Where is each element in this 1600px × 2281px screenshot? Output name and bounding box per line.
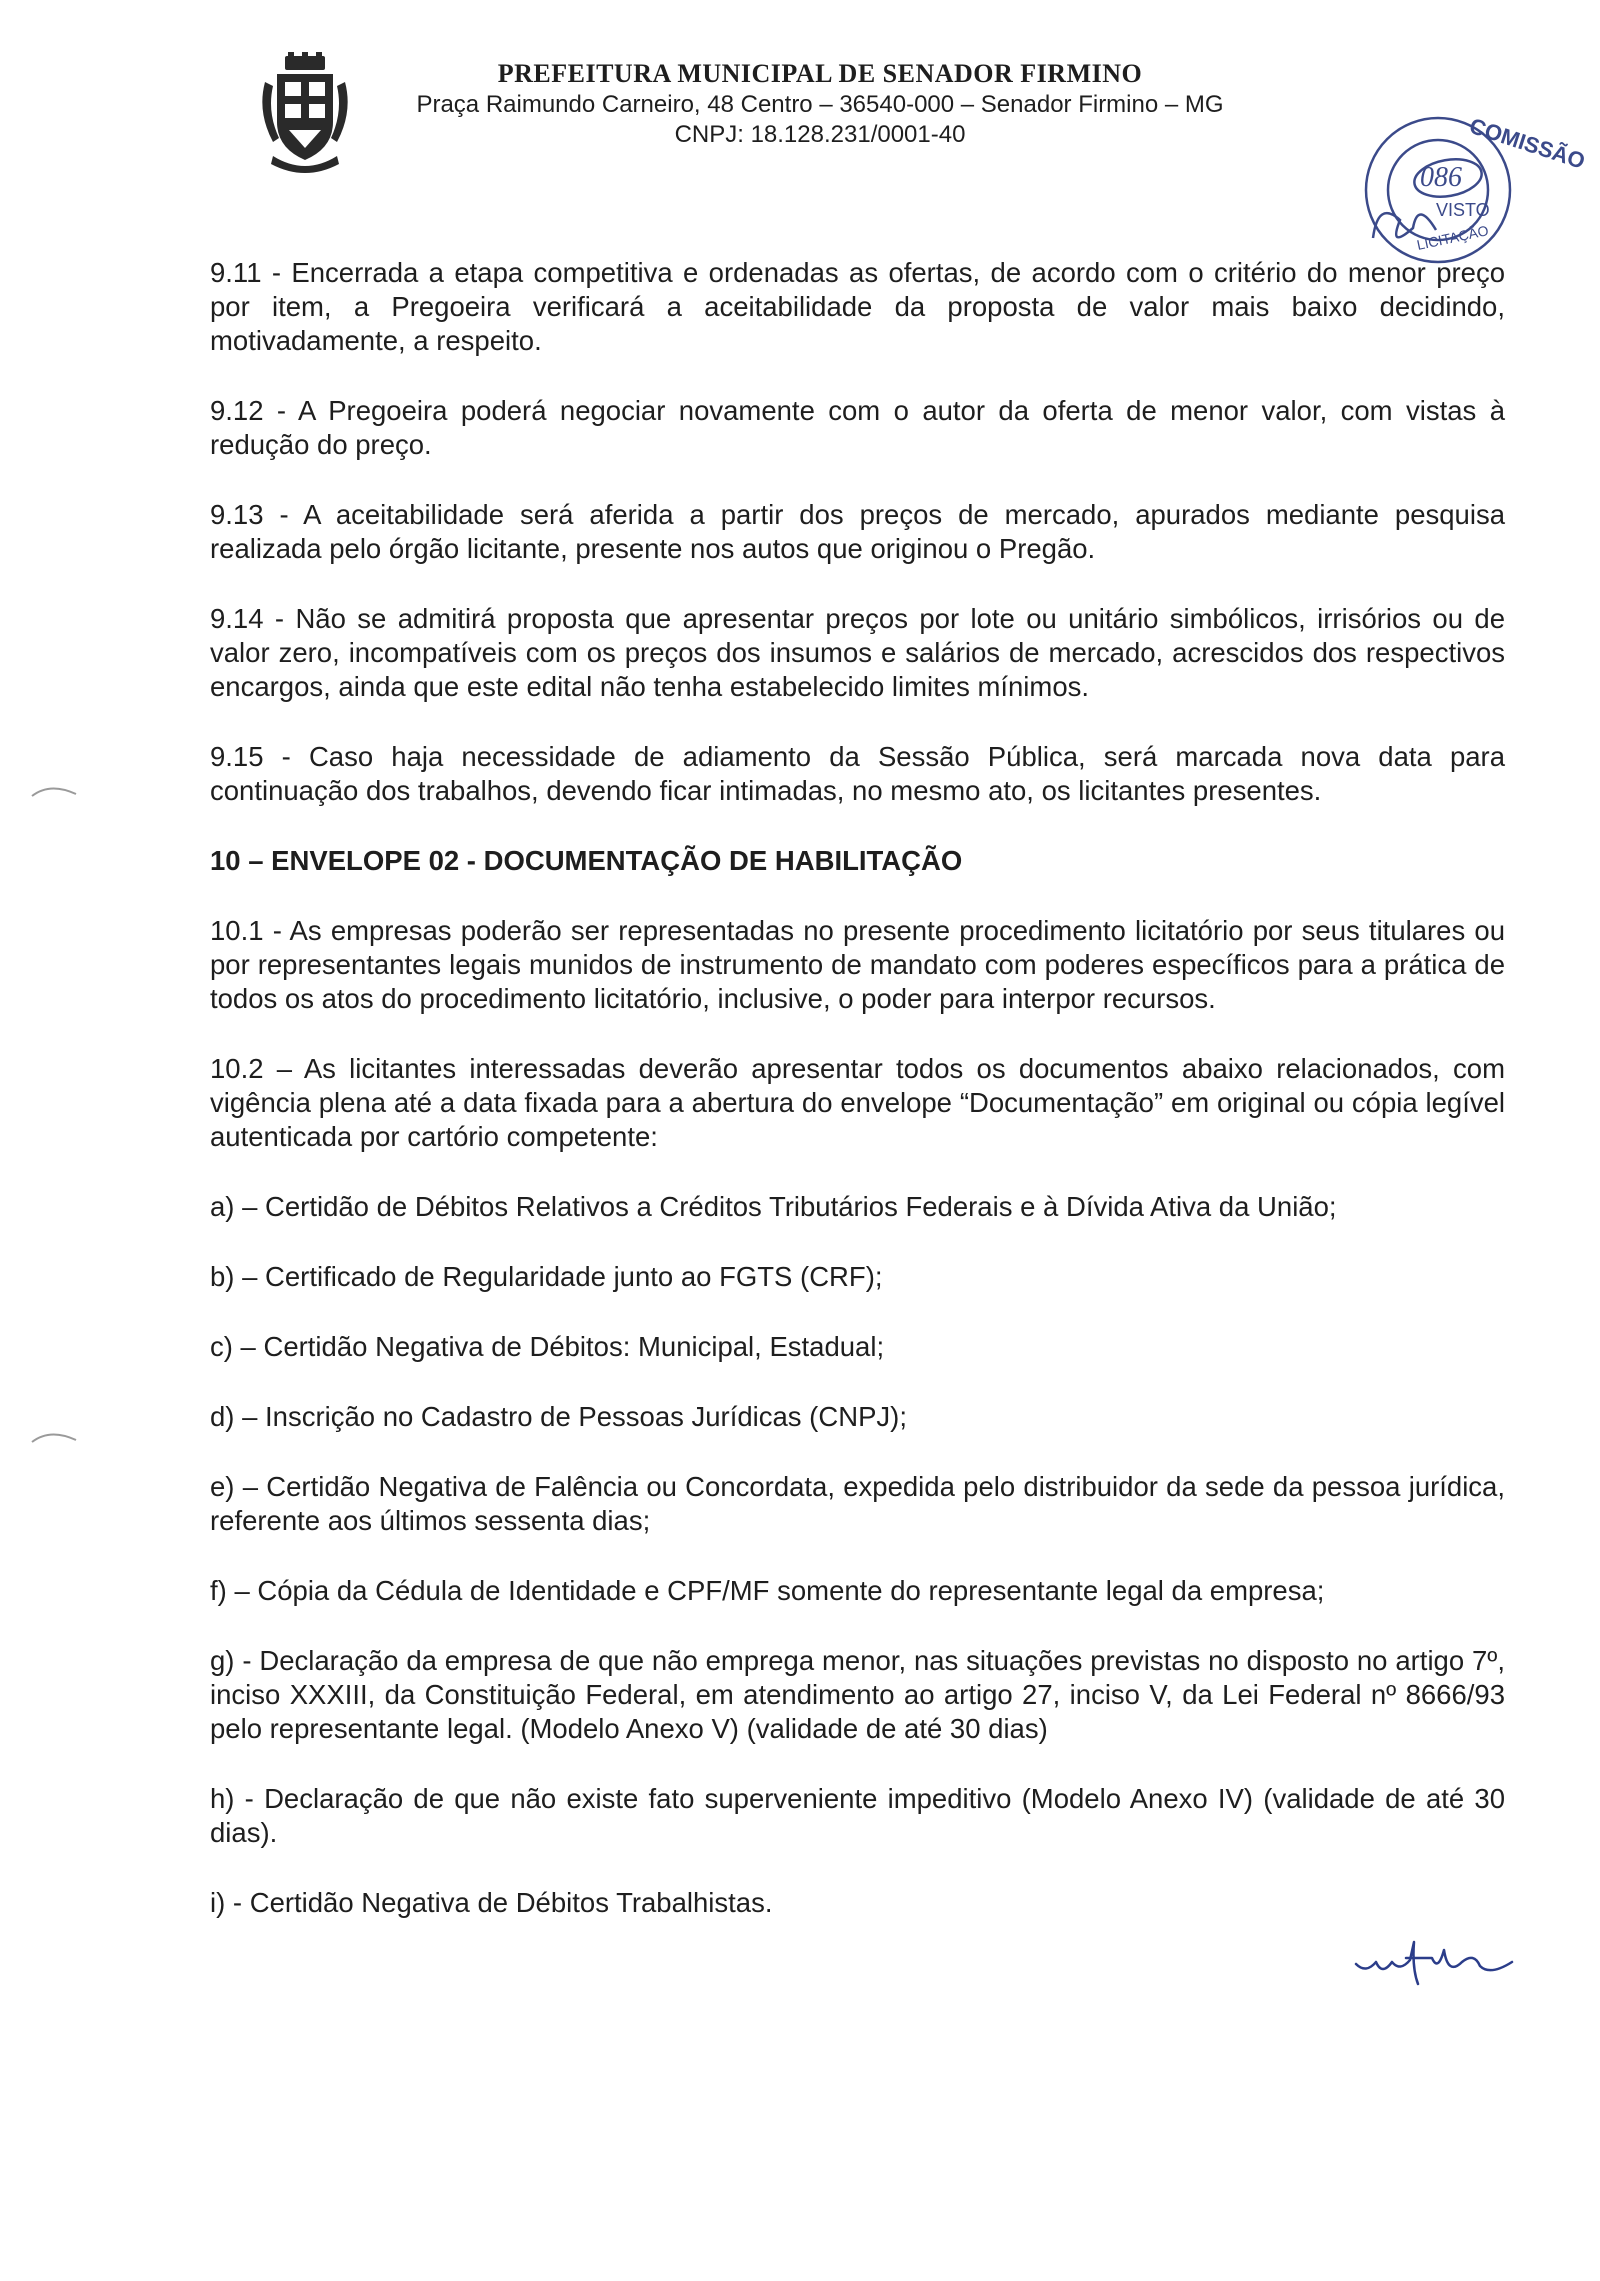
clause-9-15: 9.15 - Caso haja necessidade de adiamento da Sessão Pública, será marcada nova data para continuação dos trabalhos, devendo ficar intimadas, no mesmo ato, os licitantes presentes. (210, 741, 1505, 806)
clause-9-13: 9.13 - A aceitabilidade será aferida a partir dos preços de mercado, apurados mediante pesquisa realizada pelo órgão licitante, presente nos autos que originou o Pregão. (210, 499, 1505, 564)
stamp-number: 086 (1420, 162, 1462, 193)
document-body (210, 256, 1505, 1956)
list-item-g: g) - Declaração da empresa de que não emprega menor, nas situações previstas no disposto no artigo 7º, inciso XXXIII, da Constituição Federal, em atendimento ao artigo 27, inciso V, da Lei Federal nº 8666/93 pelo representante legal. (Modelo Anexo V) (validade de até 30 dias) (210, 1645, 1505, 1744)
letterhead-address: Praça Raimundo Carneiro, 48 Centro – 36540-000 – Senador Firmino – MG (416, 91, 1224, 118)
stamp-middle-text: VISTO (1436, 200, 1490, 220)
list-item-a: a) – Certidão de Débitos Relativos a Créditos Tributários Federais e à Dívida Ativa da União; (210, 1191, 1337, 1222)
commission-stamp (1318, 100, 1589, 275)
clause-10-2: 10.2 – As licitantes interessadas deverão apresentar todos os documentos abaixo relacionados, com vigência plena até a data fixada para a abertura do envelope “Documentação” em original ou cópia legível autenticada por cartório competente: (210, 1053, 1505, 1152)
list-item-f: f) – Cópia da Cédula de Identidade e CPF/MF somente do representante legal da empresa; (210, 1575, 1325, 1606)
margin-mark-icon (30, 780, 80, 800)
signature-initials-icon (1352, 1932, 1522, 1992)
stamp-bottom-text: LICITAÇÃO (1415, 222, 1490, 253)
letterhead-institution-name: PREFEITURA MUNICIPAL DE SENADOR FIRMINO (497, 59, 1143, 88)
stamp-top-text: COMISSÃO (1466, 112, 1589, 174)
list-item-d: d) – Inscrição no Cadastro de Pessoas Jurídicas (CNPJ); (210, 1401, 907, 1432)
clause-9-11: 9.11 - Encerrada a etapa competitiva e ordenadas as ofertas, de acordo com o critério do menor preço por item, a Pregoeira verificará a aceitabilidade da proposta de valor mais baixo decidindo, motivadamente, a respeito. (210, 257, 1505, 356)
list-item-c: c) – Certidão Negativa de Débitos: Municipal, Estadual; (210, 1331, 885, 1362)
list-item-i: i) - Certidão Negativa de Débitos Trabalhistas. (210, 1887, 773, 1918)
letterhead-cnpj: CNPJ: 18.128.231/0001-40 (674, 121, 966, 148)
list-item-e: e) – Certidão Negativa de Falência ou Concordata, expedida pelo distribuidor da sede da pessoa jurídica, referente aos últimos sessenta dias; (210, 1471, 1505, 1536)
list-item-h: h) - Declaração de que não existe fato superveniente impeditivo (Modelo Anexo IV) (validade de até 30 dias). (210, 1783, 1505, 1848)
section-heading-10: 10 – ENVELOPE 02 - DOCUMENTAÇÃO DE HABILITAÇÃO (210, 845, 963, 876)
clause-10-1: 10.1 - As empresas poderão ser representadas no presente procedimento licitatório por seus titulares ou por representantes legais munidos de instrumento de mandato com poderes específicos para a prática de todos os atos do procedimento licitatório, inclusive, o poder para interpor recursos. (210, 915, 1505, 1014)
list-item-b: b) – Certificado de Regularidade junto ao FGTS (CRF); (210, 1261, 883, 1292)
clause-9-14: 9.14 - Não se admitirá proposta que apresentar preços por lote ou unitário simbólicos, irrisórios ou de valor zero, incompatíveis com os preços dos insumos e salários de mercado, acrescidos dos respectivos encargos, ainda que este edital não tenha estabelecido limites mínimos. (210, 603, 1505, 702)
clause-9-12: 9.12 - A Pregoeira poderá negociar novamente com o autor da oferta de menor valor, com vistas à redução do preço. (210, 395, 1505, 460)
margin-mark-icon (30, 1426, 80, 1446)
